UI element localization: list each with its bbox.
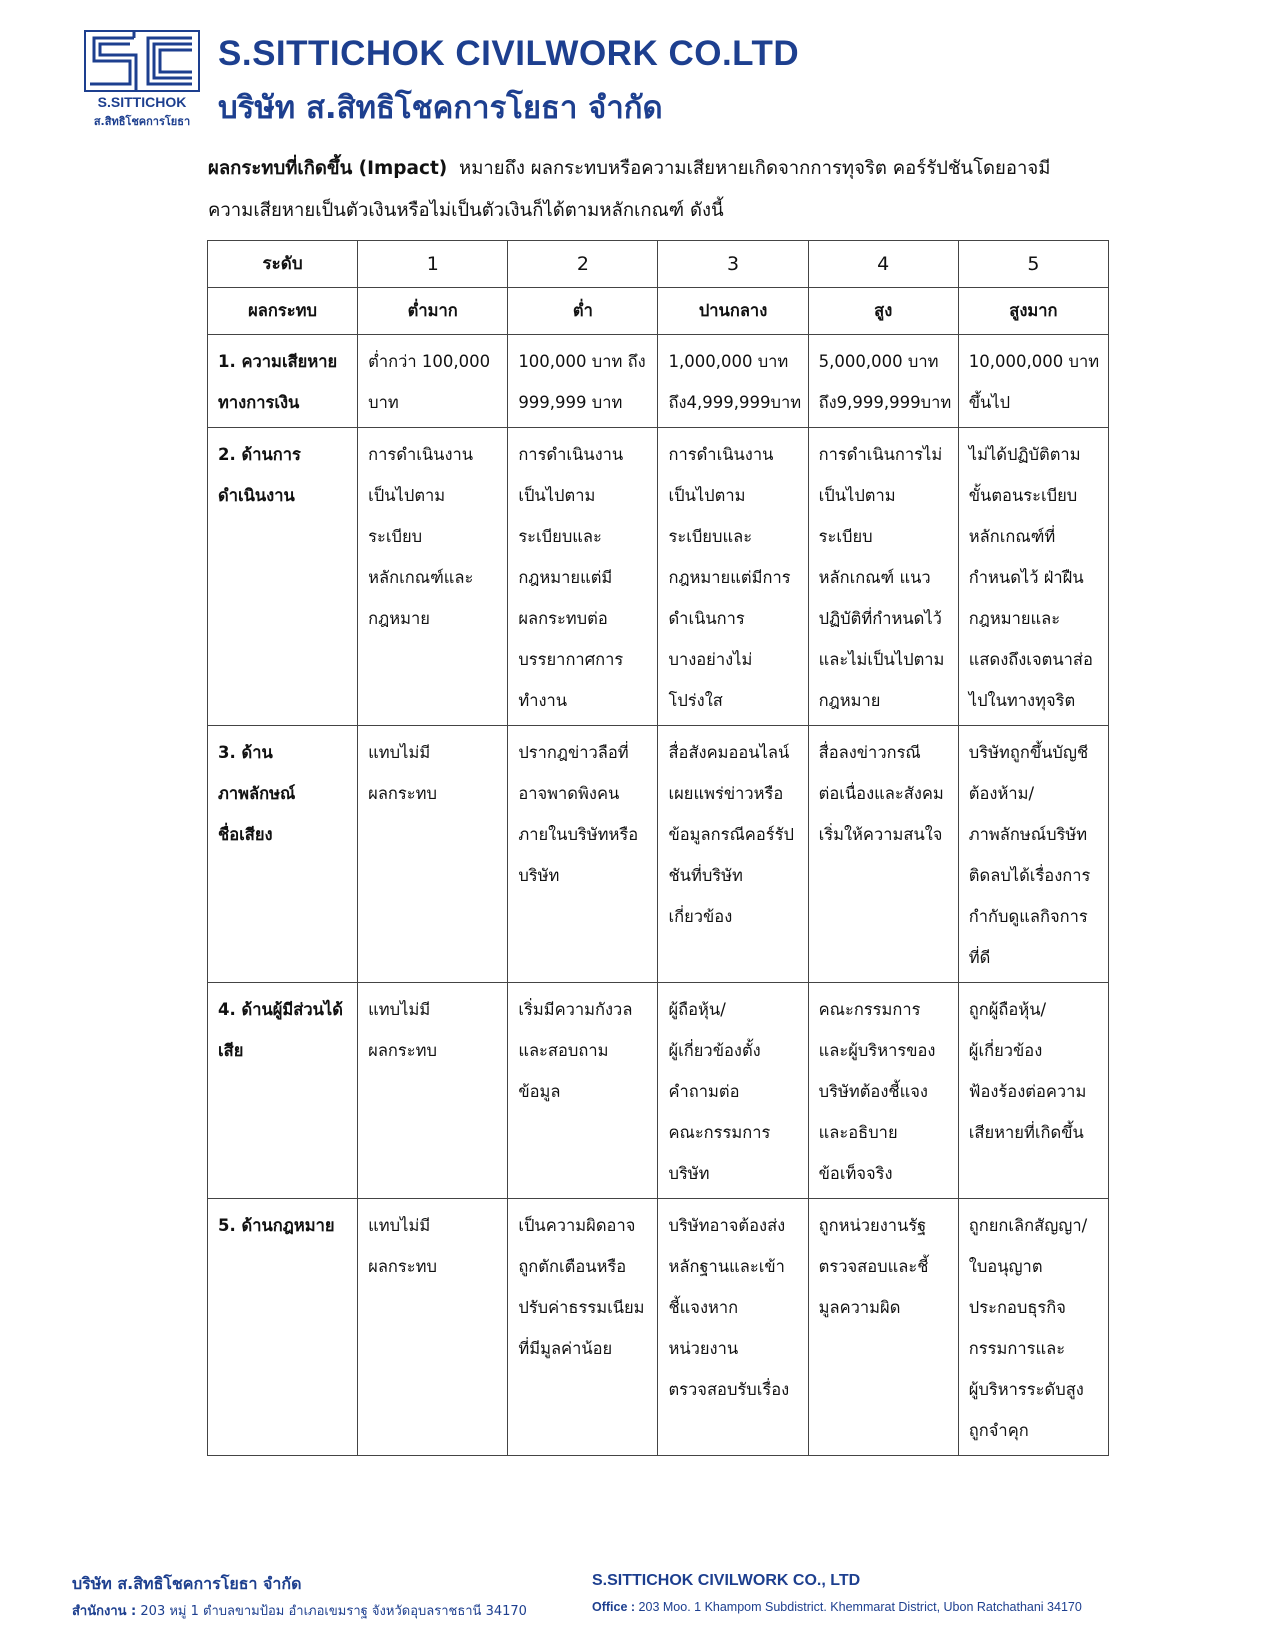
row-category-label xyxy=(208,1199,358,1456)
cell-text-line: กฎหมายและ xyxy=(968,609,1061,628)
footer-company-th: บริษัท ส.สิทธิโชคการโยธา จำกัด xyxy=(72,1574,302,1593)
level-header-row xyxy=(208,241,1109,288)
cell-text-line: ทำงาน xyxy=(518,691,568,710)
cell-text-line: การดำเนินงาน xyxy=(368,445,474,464)
impact-cell-level-5 xyxy=(958,335,1108,428)
footer-address-text-en: 203 Moo. 1 Khampom Subdistrict. Khemmarat District, Ubon Ratchathani 34170 xyxy=(638,1600,1082,1614)
table-row xyxy=(208,428,1109,726)
footer-address-text-th: 203 หมู่ 1 ตำบลขามป้อม อำเภอเขมราฐ จังหวัดอุบลราชธานี 34170 xyxy=(140,1604,527,1619)
cell-text-line: 999,999 บาท xyxy=(518,393,623,412)
level-1: 1 xyxy=(358,241,508,288)
cell-text-line: ถูกยกเลิกสัญญา/ xyxy=(968,1216,1088,1235)
cell-text-line: คณะกรรมการ xyxy=(818,1000,921,1019)
cell-text-line: 10,000,000 บาท xyxy=(968,352,1100,371)
logo-text-en: S.SITTICHOK xyxy=(97,94,187,110)
impact-level-2: ต่ำ xyxy=(508,288,658,335)
cell-text-line: ถูกผู้ถือหุ้น/ xyxy=(968,1000,1047,1019)
impact-cell-level-4 xyxy=(808,428,958,726)
cell-text-line: กฎหมายแต่มี xyxy=(518,568,613,587)
cell-text-line: ใบอนุญาต xyxy=(968,1257,1043,1276)
cell-text-line: ถึง9,999,999บาท xyxy=(818,393,952,412)
company-name-en: S.SITTICHOK CIVILWORK CO.LTD xyxy=(218,34,800,73)
cell-text-line: เริ่มมีความกังวล xyxy=(518,1000,633,1019)
level-3: 3 xyxy=(658,241,808,288)
impact-cell-level-3 xyxy=(658,428,808,726)
table-row xyxy=(208,983,1109,1199)
cell-text-line: ระเบียบและ xyxy=(668,527,753,546)
cell-text-line: เป็นความผิดอาจ xyxy=(518,1216,636,1235)
definition-term: ผลกระทบที่เกิดขึ้น (Impact) xyxy=(208,158,448,179)
cell-text-line: แสดงถึงเจตนาส่อ xyxy=(968,650,1093,669)
cell-text-line: โปร่งใส xyxy=(668,691,723,710)
cell-text-line: ผู้เกี่ยวข้องตั้ง xyxy=(668,1041,761,1060)
cell-text-line: ที่ดี xyxy=(968,948,991,967)
letterhead xyxy=(84,30,1184,130)
impact-level-1: ต่ำมาก xyxy=(358,288,508,335)
cell-text-line: และอธิบาย xyxy=(818,1123,898,1142)
level-2: 2 xyxy=(508,241,658,288)
definition-text: หมายถึง ผลกระทบหรือความเสียหายเกิดจากการทุจริต คอร์รัปชันโดยอาจมี xyxy=(459,158,1051,179)
category-label-line: 4. ด้านผู้มีส่วนได้ xyxy=(218,1000,343,1019)
cell-text-line: ตรวจสอบรับเรื่อง xyxy=(668,1380,790,1399)
company-logo xyxy=(84,30,200,130)
category-label-line: ชื่อเสียง xyxy=(218,825,273,844)
cell-text-line: แทบไม่มี xyxy=(368,743,431,762)
impact-cell-level-5 xyxy=(958,726,1108,983)
impact-cell-level-5 xyxy=(958,428,1108,726)
cell-text-line: ถูกตักเตือนหรือ xyxy=(518,1257,627,1276)
cell-text-line: ไปในทางทุจริต xyxy=(968,691,1076,710)
table-row xyxy=(208,335,1109,428)
cell-text-line: 1,000,000 บาท xyxy=(668,352,789,371)
impact-cell-level-2 xyxy=(508,1199,658,1456)
cell-text-line: ผลกระทบ xyxy=(368,1257,438,1276)
impact-level-5: สูงมาก xyxy=(958,288,1108,335)
impact-cell-level-1 xyxy=(358,428,508,726)
impact-cell-level-2 xyxy=(508,726,658,983)
cell-text-line: ติดลบได้เรื่องการ xyxy=(968,866,1091,885)
cell-text-line: มูลความผิด xyxy=(818,1298,901,1317)
cell-text-line: ฟ้องร้องต่อความ xyxy=(968,1082,1087,1101)
cell-text-line: เกี่ยวข้อง xyxy=(668,907,733,926)
impact-cell-level-2 xyxy=(508,428,658,726)
table-row xyxy=(208,1199,1109,1456)
cell-text-line: ภายในบริษัทหรือ xyxy=(518,825,639,844)
impact-cell-level-3 xyxy=(658,983,808,1199)
cell-text-line: หลักเกณฑ์และ xyxy=(368,568,474,587)
cell-text-line: ระเบียบและ xyxy=(518,527,602,546)
cell-text-line: 100,000 บาท ถึง xyxy=(518,352,646,371)
cell-text-line: บริษัท xyxy=(518,866,560,885)
cell-text-line: การดำเนินงาน xyxy=(518,445,624,464)
impact-cell-level-3 xyxy=(658,726,808,983)
cell-text-line: ขึ้นไป xyxy=(968,393,1011,412)
impact-cell-level-5 xyxy=(958,983,1108,1199)
sc-logo-icon xyxy=(84,30,200,92)
category-label-line: เสีย xyxy=(218,1041,244,1060)
cell-text-line: บางอย่างไม่ xyxy=(668,650,753,669)
cell-text-line: ระเบียบ xyxy=(818,527,873,546)
cell-text-line: บรรยากาศการ xyxy=(518,650,624,669)
cell-text-line: บริษัทถูกขึ้นบัญชี xyxy=(968,743,1089,762)
cell-text-line: ตรวจสอบและชี้ xyxy=(818,1257,929,1276)
cell-text-line: ถูกหน่วยงานรัฐ xyxy=(818,1216,927,1235)
cell-text-line: หลักฐานและเข้า xyxy=(668,1257,785,1276)
footer-office-label-en: Office : xyxy=(592,1600,636,1614)
cell-text-line: บริษัทอาจต้องส่ง xyxy=(668,1216,786,1235)
cell-text-line: และสอบถาม xyxy=(518,1041,609,1060)
cell-text-line: บาท xyxy=(368,393,399,412)
footer-address-en xyxy=(592,1600,1082,1614)
footer-office-label-th: สำนักงาน : xyxy=(72,1604,137,1619)
cell-text-line: ภาพลักษณ์บริษัท xyxy=(968,825,1088,844)
cell-text-line: หน่วยงาน xyxy=(668,1339,739,1358)
impact-cell-level-3 xyxy=(658,335,808,428)
cell-text-line: ไม่ได้ปฏิบัติตาม xyxy=(968,445,1081,464)
cell-text-line: การดำเนินการไม่ xyxy=(818,445,943,464)
impact-label: ผลกระทบ xyxy=(208,288,358,335)
impact-cell-level-2 xyxy=(508,335,658,428)
cell-text-line: ปฏิบัติที่กำหนดไว้ xyxy=(818,609,942,628)
impact-cell-level-3 xyxy=(658,1199,808,1456)
cell-text-line: หลักเกณฑ์ แนว xyxy=(818,568,931,587)
impact-criteria-table xyxy=(207,240,1109,1456)
level-5: 5 xyxy=(958,241,1108,288)
category-label-line: 3. ด้าน xyxy=(218,743,273,762)
impact-cell-level-4 xyxy=(808,335,958,428)
cell-text-line: ประกอบธุรกิจ xyxy=(968,1298,1066,1317)
cell-text-line: หลักเกณฑ์ที่ xyxy=(968,527,1056,546)
cell-text-line: คำถามต่อ xyxy=(668,1082,740,1101)
cell-text-line: กรรมการและ xyxy=(968,1339,1066,1358)
cell-text-line: ต้องห้าม/ xyxy=(968,784,1035,803)
cell-text-line: บริษัทต้องชี้แจง xyxy=(818,1082,928,1101)
impact-level-3: ปานกลาง xyxy=(658,288,808,335)
cell-text-line: เป็นไปตาม xyxy=(668,486,746,505)
cell-text-line: และไม่เป็นไปตาม xyxy=(818,650,945,669)
cell-text-line: เป็นไปตาม xyxy=(518,486,596,505)
company-name-th: บริษัท ส.สิทธิโชคการโยธา จำกัด xyxy=(218,90,663,126)
category-label-line: 2. ด้านการ xyxy=(218,445,301,464)
cell-text-line: คณะกรรมการ xyxy=(668,1123,771,1142)
definition-line-1 xyxy=(208,148,1108,190)
impact-cell-level-2 xyxy=(508,983,658,1199)
cell-text-line: ขั้นตอนระเบียบ xyxy=(968,486,1078,505)
cell-text-line: ผู้บริหารระดับสูง xyxy=(968,1380,1084,1399)
cell-text-line: บริษัท xyxy=(668,1164,710,1183)
category-label-line: 1. ความเสียหาย xyxy=(218,352,338,371)
cell-text-line: 5,000,000 บาท xyxy=(818,352,939,371)
cell-text-line: ผู้เกี่ยวข้อง xyxy=(968,1041,1043,1060)
cell-text-line: ข้อมูล xyxy=(518,1082,561,1101)
cell-text-line: ผู้ถือหุ้น/ xyxy=(668,1000,726,1019)
impact-header-row xyxy=(208,288,1109,335)
category-label-line: ทางการเงิน xyxy=(218,393,300,412)
cell-text-line: ชี้แจงหาก xyxy=(668,1298,739,1317)
impact-cell-level-4 xyxy=(808,726,958,983)
cell-text-line: ข้อมูลกรณีคอร์รัป xyxy=(668,825,794,844)
cell-text-line: กฎหมายแต่มีการ xyxy=(668,568,791,587)
cell-text-line: กฎหมาย xyxy=(818,691,881,710)
cell-text-line: ปรากฎข่าวลือที่ xyxy=(518,743,629,762)
cell-text-line: ถึง4,999,999บาท xyxy=(668,393,802,412)
cell-text-line: เสียหายที่เกิดขึ้น xyxy=(968,1123,1084,1142)
impact-cell-level-1 xyxy=(358,335,508,428)
cell-text-line: สื่อสังคมออนไลน์ xyxy=(668,743,790,762)
cell-text-line: ต่ำกว่า 100,000 xyxy=(368,352,491,371)
cell-text-line: กำหนดไว้ ฝ่าฝืน xyxy=(968,568,1084,587)
cell-text-line: แทบไม่มี xyxy=(368,1216,431,1235)
cell-text-line: ผลกระทบ xyxy=(368,1041,438,1060)
impact-cell-level-1 xyxy=(358,1199,508,1456)
impact-cell-level-1 xyxy=(358,983,508,1199)
level-4: 4 xyxy=(808,241,958,288)
impact-definition xyxy=(208,148,1108,221)
definition-line-2: ความเสียหายเป็นตัวเงินหรือไม่เป็นตัวเงินก็ได้ตามหลักเกณฑ์ ดังนี้ xyxy=(208,200,724,221)
cell-text-line: ดำเนินการ xyxy=(668,609,745,628)
cell-text-line: อาจพาดพิงคน xyxy=(518,784,620,803)
row-category-label xyxy=(208,428,358,726)
cell-text-line: ถูกจำคุก xyxy=(968,1421,1029,1440)
footer-address-th xyxy=(72,1600,527,1621)
cell-text-line: กำกับดูแลกิจการ xyxy=(968,907,1088,926)
impact-cell-level-5 xyxy=(958,1199,1108,1456)
row-category-label xyxy=(208,726,358,983)
cell-text-line: ที่มีมูลค่าน้อย xyxy=(518,1339,613,1358)
cell-text-line: เผยแพร่ข่าวหรือ xyxy=(668,784,784,803)
cell-text-line: สื่อลงข่าวกรณี xyxy=(818,743,921,762)
row-category-label xyxy=(208,983,358,1199)
cell-text-line: ผลกระทบ xyxy=(368,784,438,803)
cell-text-line: และผู้บริหารของ xyxy=(818,1041,936,1060)
category-label-line: ดำเนินงาน xyxy=(218,486,295,505)
category-label-line: 5. ด้านกฎหมาย xyxy=(218,1216,335,1235)
cell-text-line: การดำเนินงาน xyxy=(668,445,774,464)
impact-cell-level-1 xyxy=(358,726,508,983)
cell-text-line: เป็นไปตาม xyxy=(818,486,896,505)
cell-text-line: แทบไม่มี xyxy=(368,1000,431,1019)
cell-text-line: ผลกระทบต่อ xyxy=(518,609,608,628)
table-row xyxy=(208,726,1109,983)
impact-cell-level-4 xyxy=(808,1199,958,1456)
cell-text-line: ข้อเท็จจริง xyxy=(818,1164,893,1183)
row-category-label xyxy=(208,335,358,428)
cell-text-line: ปรับค่าธรรมเนียม xyxy=(518,1298,645,1317)
cell-text-line: เริ่มให้ความสนใจ xyxy=(818,825,943,844)
footer-company-en: S.SITTICHOK CIVILWORK CO., LTD xyxy=(592,1572,861,1589)
impact-level-4: สูง xyxy=(808,288,958,335)
level-label: ระดับ xyxy=(208,241,358,288)
cell-text-line: ต่อเนื่องและสังคม xyxy=(818,784,944,803)
cell-text-line: เป็นไปตาม xyxy=(368,486,446,505)
impact-cell-level-4 xyxy=(808,983,958,1199)
logo-text-th: ส.สิทธิโชคการโยธา xyxy=(93,115,191,128)
category-label-line: ภาพลักษณ์ xyxy=(218,784,296,803)
cell-text-line: กฎหมาย xyxy=(368,609,430,628)
cell-text-line: ระเบียบ xyxy=(368,527,423,546)
cell-text-line: ชันที่บริษัท xyxy=(668,866,743,885)
